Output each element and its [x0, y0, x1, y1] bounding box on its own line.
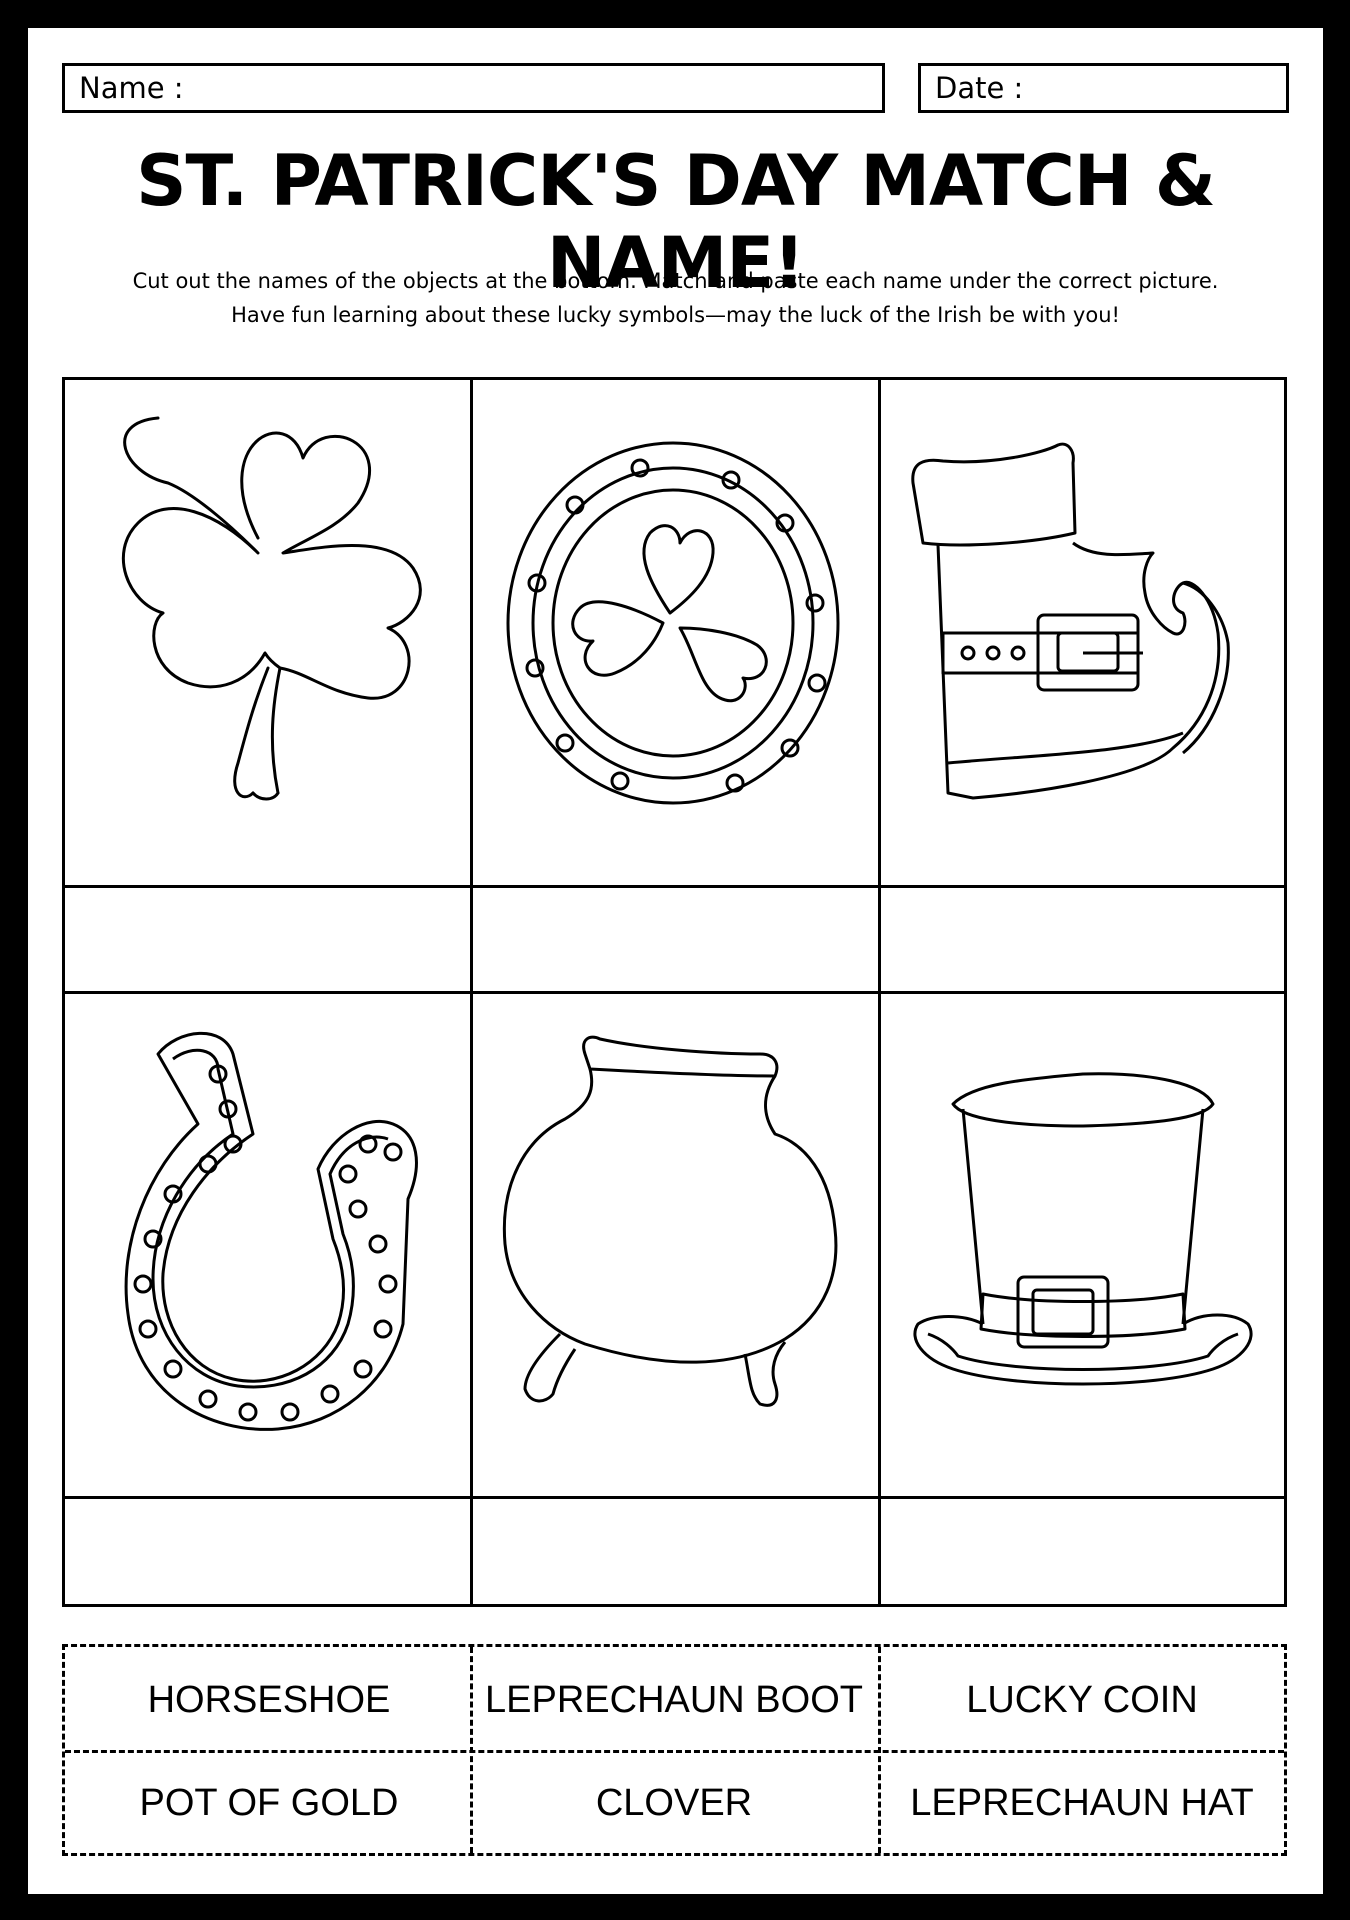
- name-field[interactable]: [62, 63, 885, 113]
- instruction-line-2: Have fun learning about these lucky symbols—may the luck of the Irish be with you!: [231, 303, 1120, 327]
- answer-box-coin[interactable]: [473, 888, 878, 991]
- instruction-line-1: Cut out the names of the objects at the bottom. Match and paste each name under the correct picture.: [132, 269, 1219, 293]
- answer-box-clover[interactable]: [65, 888, 470, 991]
- answer-box-boot[interactable]: [881, 888, 1286, 991]
- date-field[interactable]: [918, 63, 1289, 113]
- label-lucky-coin[interactable]: LUCKY COIN: [966, 1678, 1198, 1721]
- date-label: Date :: [935, 71, 1024, 105]
- label-horseshoe[interactable]: HORSESHOE: [147, 1678, 391, 1721]
- lucky-coin-icon: [475, 383, 875, 883]
- label-pot-of-gold[interactable]: POT OF GOLD: [139, 1781, 399, 1824]
- clover-icon: [68, 383, 468, 883]
- name-label: Name :: [79, 71, 184, 105]
- page-title: ST. PATRICK'S DAY MATCH & NAME!: [136, 140, 1215, 304]
- label-clover[interactable]: CLOVER: [595, 1781, 753, 1824]
- cut-out-labels: [62, 1644, 1287, 1856]
- worksheet: [28, 28, 1323, 1894]
- label-leprechaun-boot[interactable]: LEPRECHAUN BOOT: [485, 1678, 863, 1721]
- answer-box-hat[interactable]: [881, 1499, 1286, 1604]
- pot-of-gold-icon: [475, 994, 875, 1494]
- leprechaun-boot-icon: [883, 383, 1283, 883]
- answer-box-horseshoe[interactable]: [65, 1499, 470, 1604]
- picture-grid: [62, 377, 1287, 1607]
- label-leprechaun-hat[interactable]: LEPRECHAUN HAT: [910, 1781, 1254, 1824]
- leprechaun-hat-icon: [883, 994, 1283, 1494]
- horseshoe-icon: [68, 994, 468, 1494]
- instructions: [48, 264, 1303, 332]
- answer-box-pot[interactable]: [473, 1499, 878, 1604]
